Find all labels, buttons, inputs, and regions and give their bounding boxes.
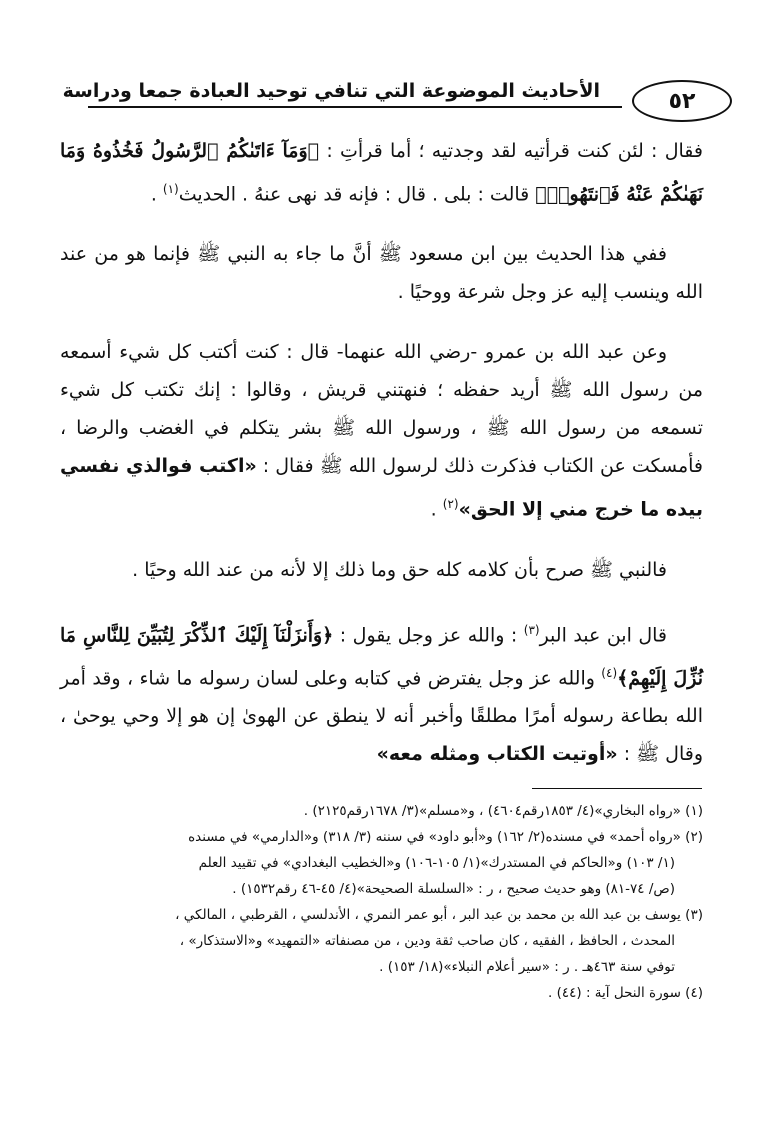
footnote-1: (١) «رواه البخاري»(٤/ ١٨٥٣رقم٤٦٠٤) ، و«مسلم»(٣/ ١٦٧٨رقم٢١٢٥) .	[303, 803, 703, 819]
text-span: قال ابن عبد البر	[539, 623, 668, 646]
footnote-3: (٣) يوسف بن عبد الله بن محمد بن عبد البر ، أبو عمر النمري ، الأندلسي ، القرطبي ، المالكي ،	[175, 907, 703, 923]
footnote-ref-3: (٣)	[523, 622, 540, 637]
page-header	[40, 66, 732, 122]
footnote-separator	[532, 788, 702, 789]
text-span: فقال : لئن كنت قرأتيه لقد وجدتيه ؛ أما قرأتِ :	[319, 140, 703, 162]
footnote-3-cont: المحدث ، الحافظ ، الفقيه ، كان صاحب ثقة ودين ، من مصنفاته «التمهيد» و«الاستذكار» ،	[179, 933, 675, 949]
footnote-2-cont: (ص/ ٧٤-٨١) وهو حديث صحيح ، ر : «السلسلة الصحيحة»(٤/ ٤٥-٤٦ رقم١٥٣٢) .	[232, 881, 675, 897]
running-title: الأحاديث الموضوعة التي تنافي توحيد العبادة جمعا ودراسة	[62, 80, 600, 102]
text-span: .	[430, 498, 443, 521]
paragraph-1	[60, 132, 703, 213]
footnote-3-cont: توفي سنة ٤٦٣هـ . ر : «سير أعلام النبلاء»(١٨/ ١٥٣) .	[379, 959, 675, 975]
footnotes	[55, 798, 703, 1006]
quran-verse: ﴿وَمَآ ءَاتَىٰكُمُ ٱلرَّسُولُ فَخُذُوهُ وَمَا نَهَىٰكُمْ عَنْهُ فَٱنتَهُوا۟﴾	[60, 140, 703, 206]
paragraph-2: ففي هذا الحديث بين ابن مسعود ﷺ أنَّ ما جاء به النبي ﷺ فإنما هو من عند الله وينسب إليه عز وجل شرعة ووحيًا .	[60, 243, 703, 304]
paragraph-4: فالنبي ﷺ صرح بأن كلامه كله حق وما ذلك إلا لأنه من عند الله وحيًا .	[132, 558, 667, 581]
footnote-ref-1: (١)	[162, 182, 179, 196]
text-span: وعن عبد الله بن عمرو -رضي الله عنهما- قال : كنت أكتب كل شيء أسمعه من رسول الله ﷺ أريد حفظه ؛ فنهتني قريش ، وقالوا : إنك تكتب كل شيء تسمعه من رسول الله ﷺ ، ورسول الله ﷺ بشر يتكلم في الغضب والرضا ، فأمسكت عن الكتاب فذكرت ذلك لرسول الله ﷺ فقال :	[60, 341, 703, 478]
paragraph-3	[60, 333, 703, 528]
paragraph-5	[60, 611, 703, 774]
header-rule	[88, 106, 622, 108]
page-number: ٥٢	[632, 80, 732, 122]
footnote-4: (٤) سورة النحل آية : (٤٤) .	[548, 985, 703, 1001]
footnote-2: (٢) «رواه أحمد» في مسنده(٢/ ١٦٢) و«أبو داود» في سننه (٣/ ٣١٨) و«الدارمي» في مسنده	[188, 829, 703, 845]
hadith-quote: «أوتيت الكتاب ومثله معه»	[376, 743, 618, 766]
text-span: والله عز وجل يفترض في كتابه وعلى لسان رسوله ما شاء ، وقد أمر الله بطاعة رسوله أمرًا مطلقًا وأخبر أنه لا ينطق عن الهوىٰ إن هو إلا وحي يوحىٰ ، وقال ﷺ :	[60, 667, 703, 766]
footnote-ref-2: (٢)	[442, 497, 459, 512]
text-span: : والله عز وجل يقول :	[333, 623, 524, 646]
footnote-ref-4: (٤)	[601, 665, 618, 680]
footnote-2-cont: (١/ ١٠٣) و«الحاكم في المستدرك»(١/ ١٠٥-١٠٦) و«الخطيب البغدادي» في تقييد العلم	[198, 855, 675, 871]
text-span: قالت : بلى . قال : فإنه قد نهى عنهُ . الحديث	[178, 183, 536, 206]
main-text	[60, 132, 703, 795]
hadith-quote: «اكتب فوالذي نفسي بيده ما خرج مني إلا الحق»	[60, 455, 703, 521]
quran-verse: ﴿وَأَنزَلْنَآ إِلَيْكَ ٱلذِّكْرَ لِتُبَيِّنَ لِلنَّاسِ مَا نُزِّلَ إِلَيْهِمْ﴾	[60, 623, 704, 690]
text-span: .	[150, 183, 163, 206]
